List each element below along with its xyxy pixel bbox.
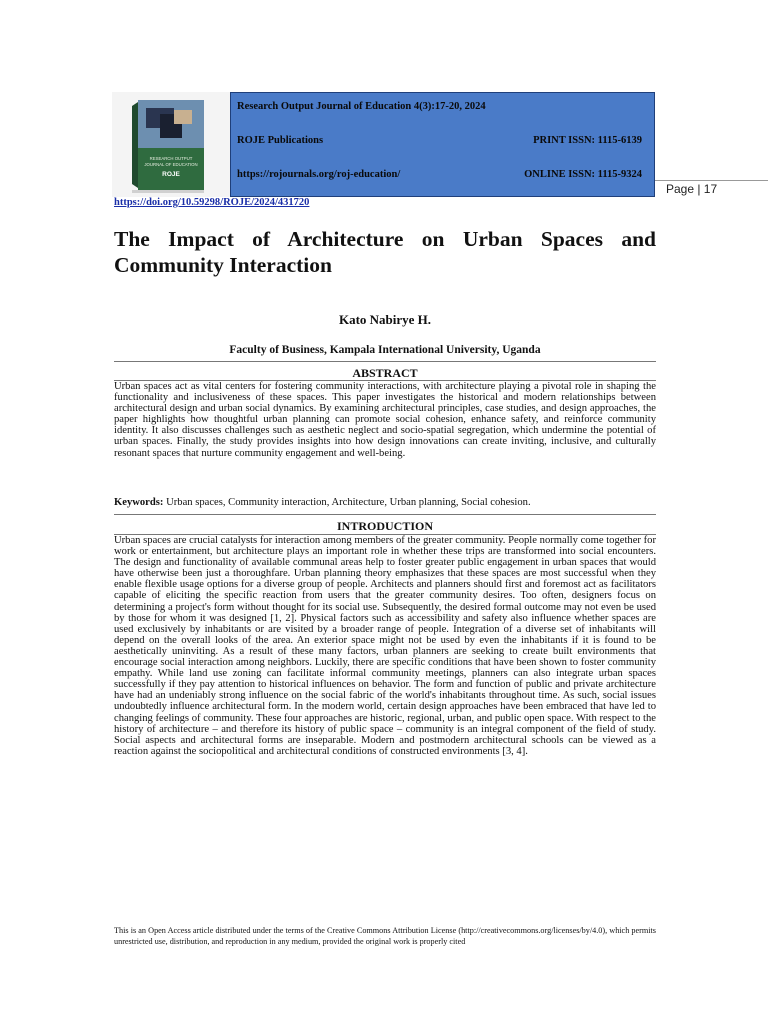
introduction-heading: INTRODUCTION [336, 519, 433, 533]
publisher-row [237, 135, 642, 146]
journal-cover-image [112, 92, 230, 197]
cover-journal-line1: RESEARCH OUTPUT [149, 156, 193, 161]
license-notice: This is an Open Access article distributed under the terms of the Creative Commons Attribution License (http://creativecommons.org/licenses/by/4.0), which permits unrestricted use, distribution, and reproduction in any medium, provided the original work is properly cited [114, 926, 656, 946]
keywords-list: Urban spaces, Community interaction, Architecture, Urban planning, Social cohesion. [166, 497, 531, 508]
author-name: Kato Nabirye H. [338, 312, 432, 327]
journal-info-panel [230, 92, 655, 197]
keywords-label: Keywords: [114, 497, 164, 508]
journal-url-link[interactable]: https://rojournals.org/roj-education/ [237, 169, 401, 180]
journal-citation: Research Output Journal of Education 4(3):17-20, 2024 [237, 101, 486, 112]
cover-journal-line2: JOURNAL OF EDUCATION [144, 162, 198, 167]
paper-title: The Impact of Architecture on Urban Spaces and Community Interaction [114, 227, 656, 277]
intro-top-divider [114, 514, 656, 515]
page-number: Page | 17 [666, 182, 718, 196]
doi-link[interactable]: https://doi.org/10.59298/ROJE/2024/431720 [114, 197, 310, 208]
author-affiliation: Faculty of Business, Kampala International University, Uganda [229, 344, 541, 356]
abstract-top-divider [114, 361, 656, 362]
online-issn: ONLINE ISSN: 1115-9324 [524, 169, 642, 180]
print-issn: PRINT ISSN: 1115-6139 [533, 135, 642, 146]
page-number-rule [655, 180, 768, 181]
introduction-text: Urban spaces are crucial catalysts for interaction among members of the greater community. People normally come together for work or entertainment, but architecture plays an important role in whether these trips are transformed into social encounters. The design and functionality of available communal areas help to foster greater public engagement in urban spaces that would have otherwise been just a thoroughfare. Urban planning theory emphasizes that these spaces are most successful when they enable flexible usage options for a diverse group of people. Architects and planners should first and foremost act as facilitators capable of eliciting the specific reaction from users that the greater community desires. Too often, designers focus on determining a project's form without thought for its social use. Subsequently, the desired formal outcome may not even be used by those for whom it was designed [1, 2]. Physical factors such as accessibility and safety also influence whether spaces are used exclusively by inhabitants or are visited by a broader range of people. Integration of a diverse set of inhabitants will depend on the overall looks of the area. An exterior space might not be used by even the inhabitants if it is found to be aesthetically uninviting. As a result of these many factors, urban planners are seeking to create built environments that encourage social interaction among neighbors. Luckily, there are specific conditions that have been shown to foster community empathy. While land use zoning can facilitate informal community meetings, planners can also integrate urban spaces successfully if they pay attention to historical influences on behavior. The form and function of public and private architecture have had an undeniably strong influence on the social fabric of the world's inhabitants throughout time. As such, social issues undoubtedly influence architectural form. In the modern world, certain design approaches have been embraced that have led to changing feelings of community. These four approaches are historic, regional, urban, and public open space. With respect to the history of architecture – and therefore its history of public space – community is an integral component of the field of study. Social aspects and architectural forms are inseparable. Modern and postmodern architectural schools can be viewed as a reaction against the sociopolitical and architectural conditions of constructed environments [3, 4]. [114, 535, 656, 757]
url-row [237, 169, 642, 180]
abstract-text: Urban spaces act as vital centers for fostering community interactions, with architecture playing a pivotal role in shaping the functionality and inclusiveness of these spaces. This paper investigates the historical and modern relationships between architectural design and urban social dynamics. By examining architectural principles, case studies, and design approaches, the paper highlights how thoughtful urban planning can promote social cohesion, enhance safety, and reinforce community identity. It also discusses challenges such as aesthetic neglect and socio-spatial segregation, which undermine the potential of urban spaces. Finally, the study provides insights into how design innovations can create inviting, inclusive, and culturally resonant spaces that nurture community engagement and well-being. [114, 381, 656, 459]
keywords-line [114, 497, 656, 509]
journal-header [112, 92, 655, 197]
abstract-heading: ABSTRACT [352, 366, 418, 380]
publisher-name: ROJE Publications [237, 135, 324, 146]
cover-brand: ROJE [162, 171, 180, 178]
